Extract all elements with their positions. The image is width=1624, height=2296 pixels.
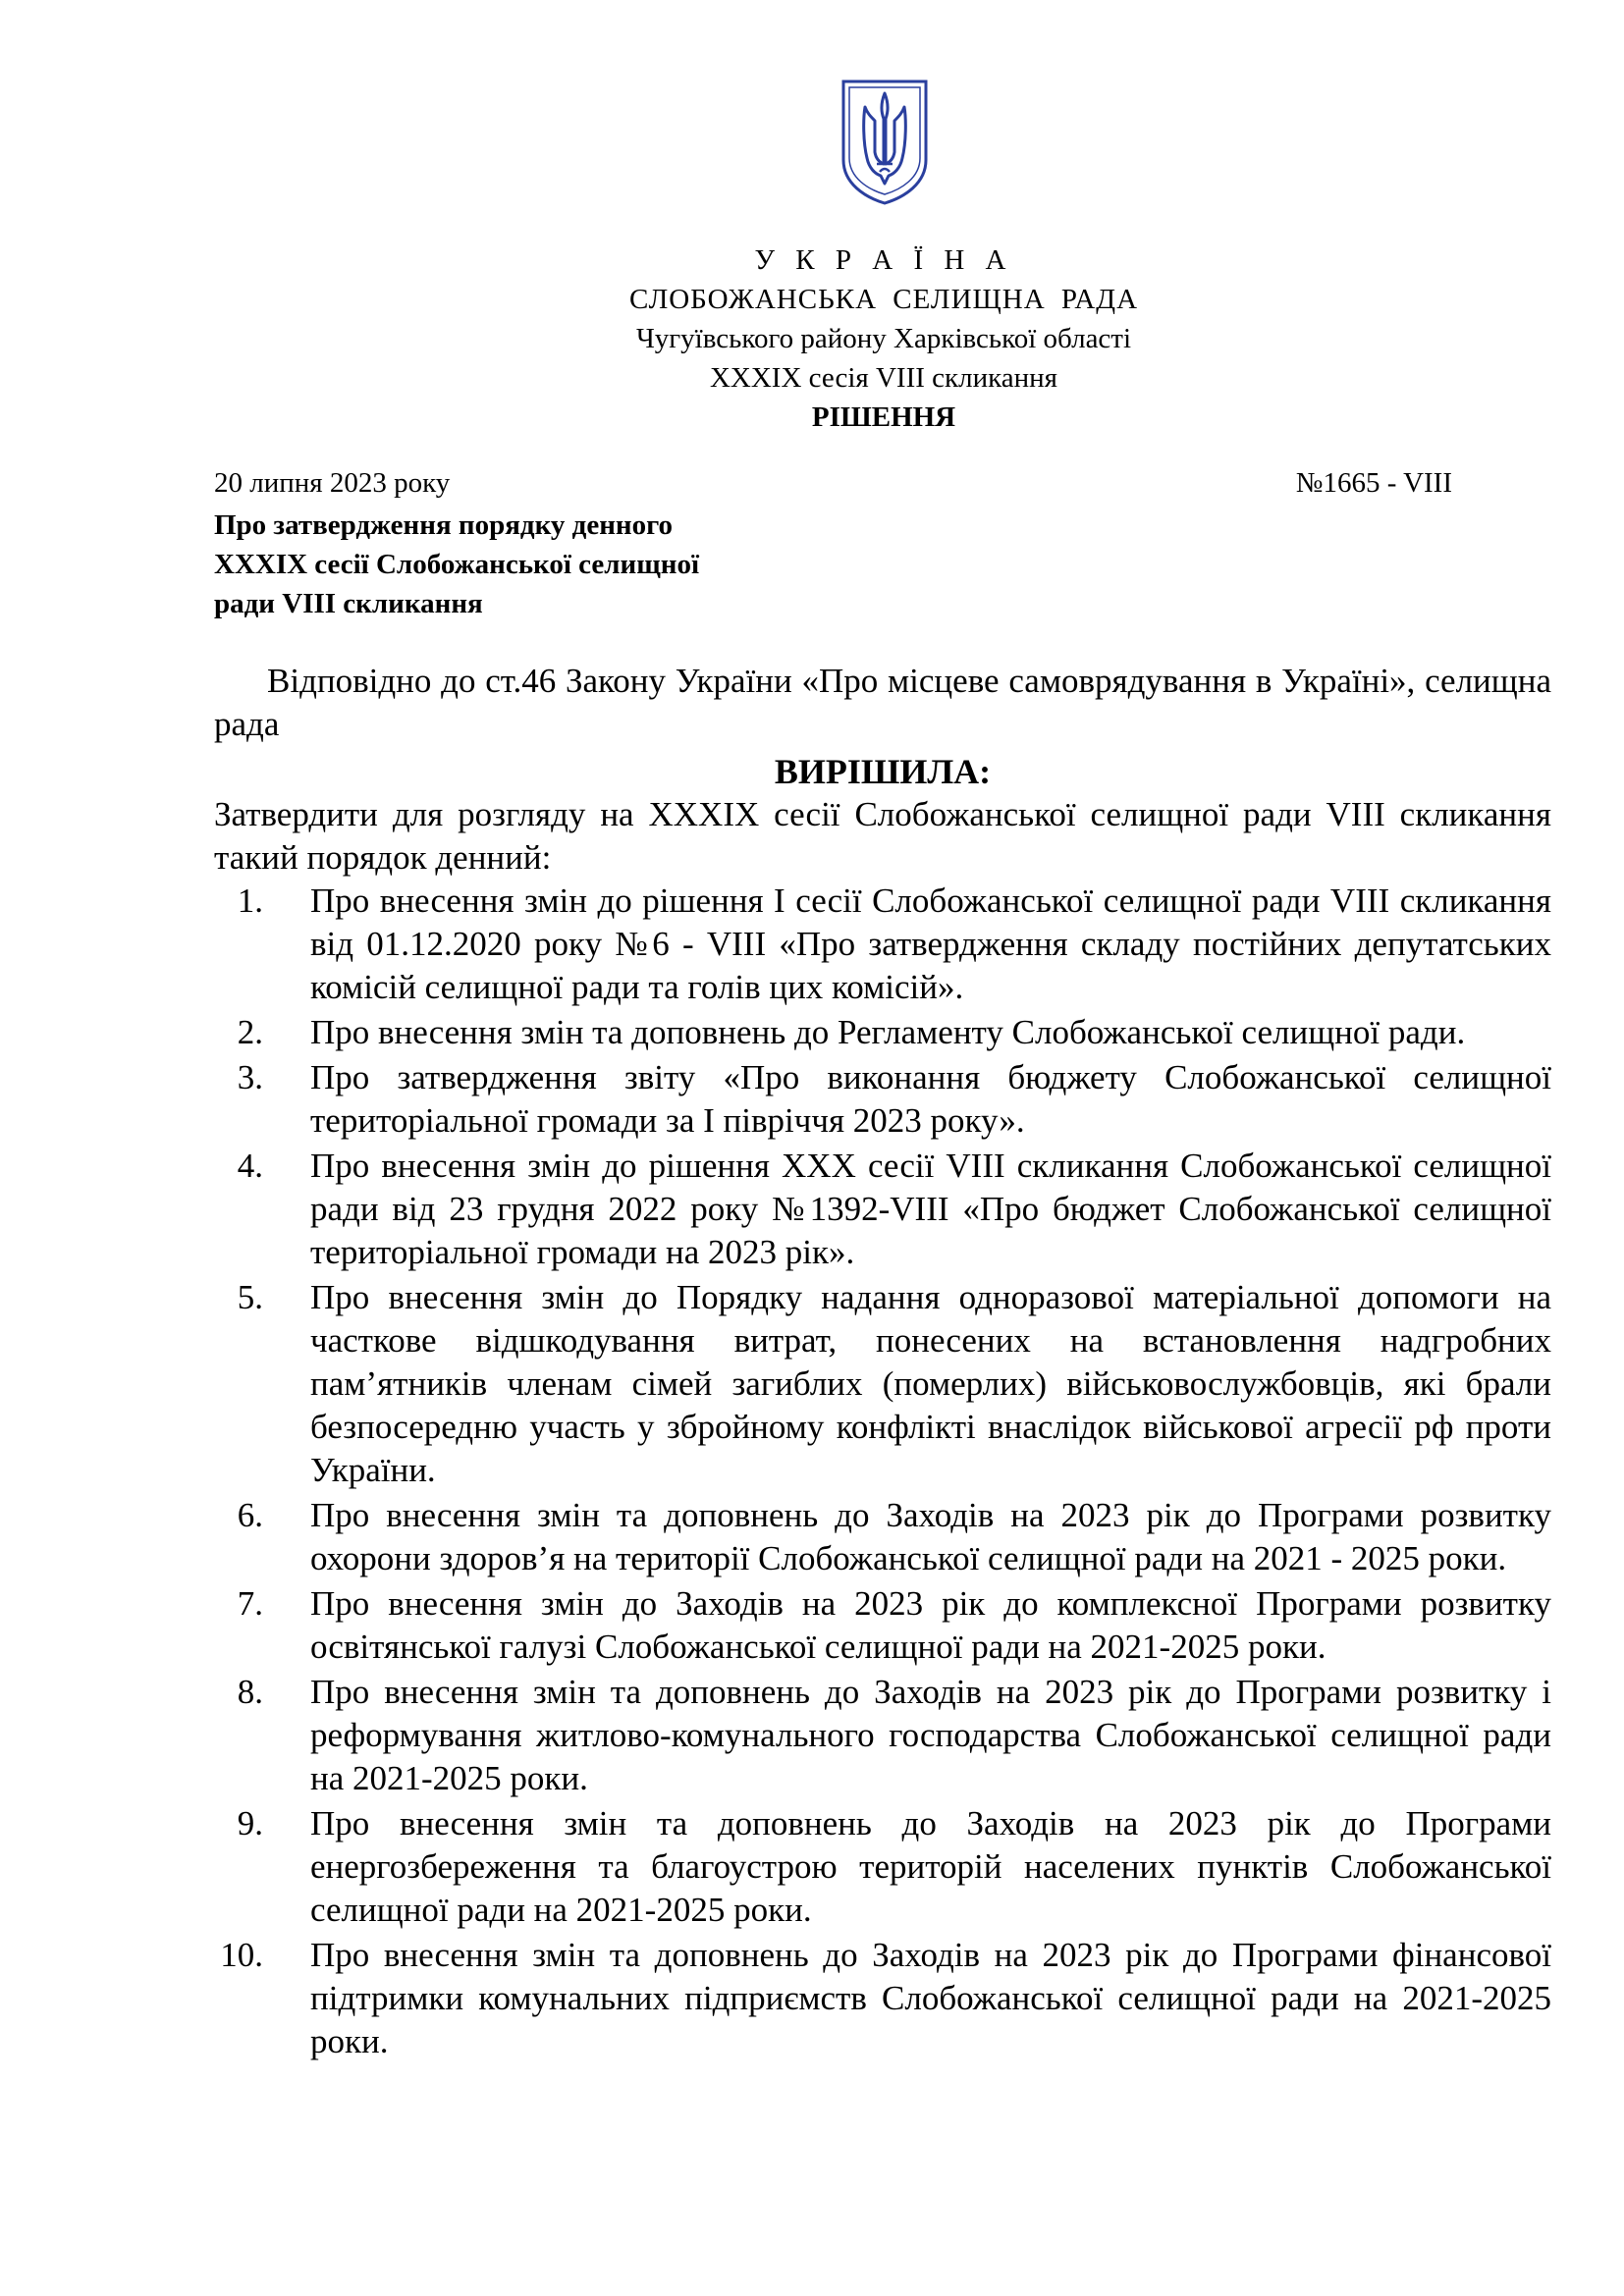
document-header <box>0 240 1624 437</box>
decision-date: 20 липня 2023 року <box>214 467 451 499</box>
district-title: Чугуївського району Харківської області <box>635 323 1132 354</box>
agenda-item <box>214 1802 1551 1932</box>
agenda-item-text: Про внесення змін та доповнень до Заходів на 2023 рік до Програми фінансової підтримки комунальних підприємств Слобожанської селищної ради на 2021-2025 роки. <box>310 1936 1551 2060</box>
agenda-item-text: Про внесення змін до Порядку надання одноразової матеріальної допомоги на часткове відшкодування витрат, понесених на встановлення надгробних пам’ятників членам сімей загиблих (померлих) військовослужбовців, які брали безпосередню участь у збройному конфлікті внаслідок військової агресії рф проти України. <box>310 1278 1551 1489</box>
agenda-item-number: 4. <box>237 1147 263 1185</box>
agenda-item-text: Про внесення змін до Заходів на 2023 рік до комплексної Програми розвитку освітянської галузі Слобожанської селищної ради на 2021-2025 роки. <box>310 1584 1551 1666</box>
agenda-item-text: Про внесення змін та доповнень до Заходів на 2023 рік до Програми розвитку і реформування житлово-комунального господарства Слобожанської селищної ради на 2021-2025 роки. <box>310 1673 1551 1797</box>
decision-title: РІШЕННЯ <box>811 401 956 433</box>
agenda-item-number: 8. <box>237 1673 263 1711</box>
agenda-item <box>214 1145 1551 1274</box>
agenda-item-number: 1. <box>237 881 263 920</box>
agenda-item-number: 2. <box>237 1013 263 1051</box>
agenda-item-text: Про внесення змін та доповнень до Регламенту Слобожанської селищної ради. <box>310 1013 1466 1051</box>
agenda-item-number: 5. <box>237 1278 263 1316</box>
subject-line: XXXIX сесії Слобожанської селищної <box>214 549 700 580</box>
verdict-heading: ВИРІШИЛА: <box>774 752 992 791</box>
agenda-item <box>214 1056 1551 1143</box>
agenda-item <box>214 1934 1551 2063</box>
agenda-item-text: Про внесення змін та доповнень до Заходів на 2023 рік до Програми енергозбереження та благоустрою територій населених пунктів Слобожанської селищної ради на 2021-2025 роки. <box>310 1804 1551 1929</box>
agenda-item <box>214 1582 1551 1669</box>
agenda-item <box>214 1671 1551 1800</box>
agenda-item <box>214 1494 1551 1580</box>
council-title: СЛОБОЖАНСЬКА СЕЛИЩНА РАДА <box>628 284 1139 315</box>
decision-number: №1665 - VIII <box>1295 467 1452 499</box>
subject-line: Про затвердження порядку денного <box>214 509 674 541</box>
agenda-item-text: Про внесення змін та доповнень до Заходів на 2023 рік до Програми розвитку охорони здоров’я на території Слобожанської селищної ради на 2021 - 2025 роки. <box>310 1496 1551 1577</box>
agenda-item-number: 10. <box>220 1936 263 1974</box>
agenda-item-number: 6. <box>237 1496 263 1534</box>
session-title: XXXIX сесія VIII скликання <box>709 362 1058 394</box>
agenda-item <box>214 1011 1551 1054</box>
subject-line: ради VIII скликання <box>214 588 483 619</box>
agenda-item-number: 3. <box>237 1058 263 1096</box>
country-title: У К Р А Ї Н А <box>754 244 1013 276</box>
agenda-item-text: Про внесення змін до рішення I сесії Слобожанської селищної ради VIII скликання від 01.12.2020 року №6 - VIII «Про затвердження складу постійних депутатських комісій селищної ради та голів цих комісій». <box>310 881 1551 1006</box>
coat-of-arms-icon <box>839 74 930 206</box>
agenda-item <box>214 880 1551 1009</box>
agenda-item-number: 9. <box>237 1804 263 1842</box>
agenda-list <box>214 880 1551 2065</box>
agenda-item <box>214 1276 1551 1492</box>
agenda-item-number: 7. <box>237 1584 263 1623</box>
agenda-item-text: Про затвердження звіту «Про виконання бюджету Слобожанської селищної територіальної громади за I півріччя 2023 року». <box>310 1058 1551 1140</box>
agenda-item-text: Про внесення змін до рішення XXX сесії VIII скликання Слобожанської селищної ради від 23 грудня 2022 року №1392-VIII «Про бюджет Слобожанської селищної територіальної громади на 2023 рік». <box>310 1147 1551 1271</box>
intro-paragraph: Затвердити для розгляду на XXXIX сесії Слобожанської селищної ради VIII скликання такий порядок денний: <box>214 795 1551 877</box>
preamble-paragraph: Відповідно до ст.46 Закону України «Про місцеве самоврядування в Україні», селищна рада <box>214 662 1551 743</box>
decision-subject <box>214 506 803 623</box>
